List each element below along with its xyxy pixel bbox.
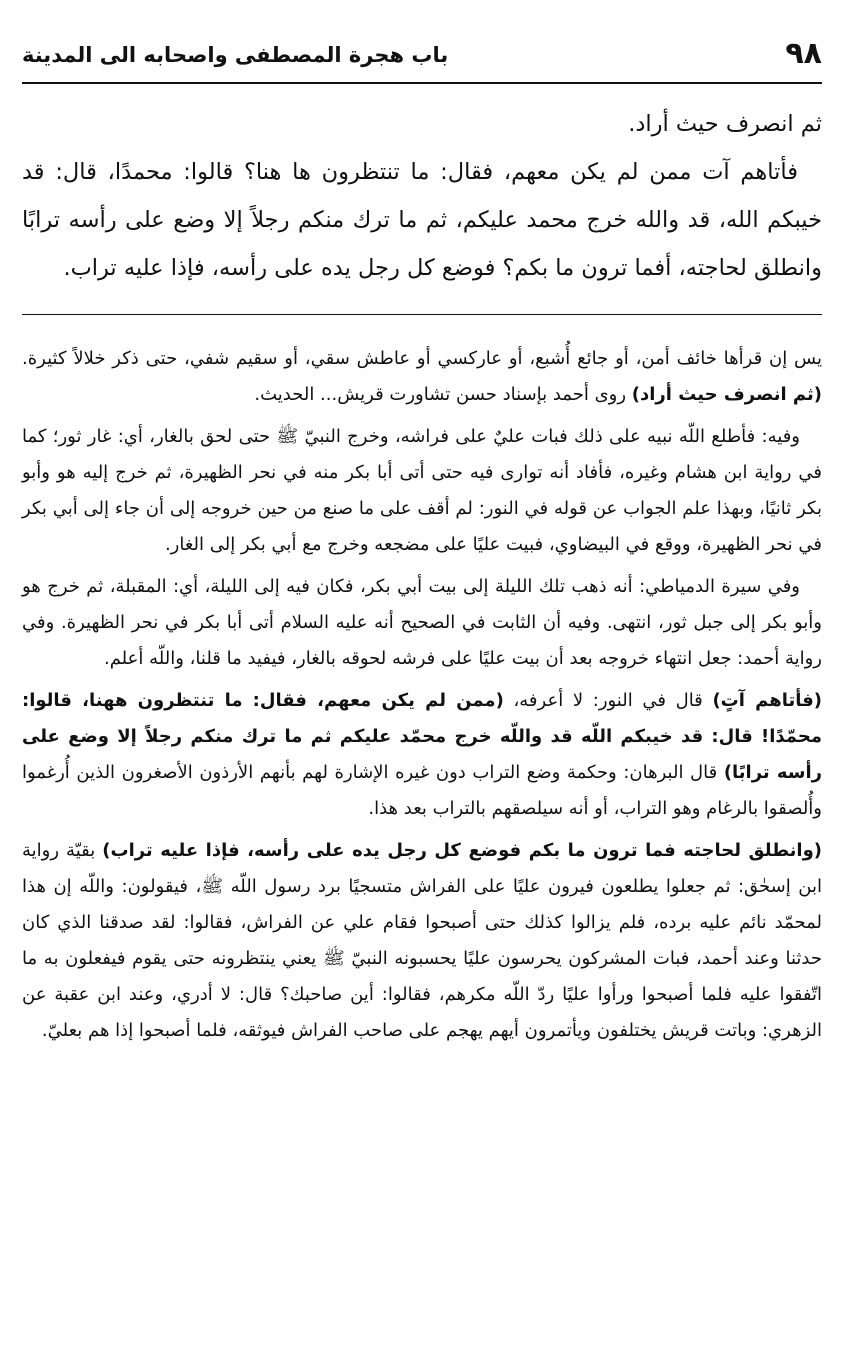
commentary-text: قال البرهان: وحكمة وضع التراب دون غيره الإشارة لهم بأنهم الأرذون الأصغرون الذين أُرغموا وأُلصقوا بالرغام وهو التراب، أو أنه سيلصقهم بالتراب بعد هذا. [22, 762, 822, 819]
quoted-matn: (ممن لم يكن معهم، فقال: ما تنتظرون ههنا، قالوا: محمّدًا! قال: قد خيبكم اللّه قد واللّه خرج محمّد عليكم ثم ما ترك منكم رجلاً إلا وضع على رأسه ترابًا) [22, 690, 822, 783]
commentary-text: بقيّة رواية ابن إسحٰق: ثم جعلوا يطلعون فيرون عليًا على الفراش متسجيًا برد رسول اللّه ﷺ، فيقولون: واللّه إن هذا لمحمّد نائم عليه برده، فلم يزالوا كذلك حتى أصبحوا فقام علي عن الفراش، فقالوا: لقد صدقنا الذي كان حدثنا وعند أحمد، فبات المشركون يحرسون عليًا يحسبونه النبيّ ﷺ يعني ينتظرونه حتى يقوم فيفعلون به ما اتّفقوا عليه فلما أصبحوا ورأوا عليًا ردّ اللّه مكرهم، فقالوا: أين صاحبك؟ قال: لا أدري، وعند ابن عقبة عن الزهري: وباتت قريش يختلفون ويأتمرون أيهم يهجم على صاحب الفراش فيوثقه، فلما أصبحوا إذا هم بعليّ. [22, 840, 822, 1041]
commentary-text: روى أحمد بإسناد حسن تشاورت قريش... الحديث. [254, 384, 627, 405]
main-text-paragraph: فأتاهم آت ممن لم يكن معهم، فقال: ما تنتظرون ها هنا؟ قالوا: محمدًا، قال: قد خيبكم الله، قد والله خرج محمد عليكم، ثم ما ترك منكم رجلاً إلا وضع على رأسه ترابًا وانطلق لحاجته، أفما ترون ما بكم؟ فوضع كل رجل يده على رأسه، فإذا عليه تراب. [22, 159, 822, 281]
commentary-paragraph: وفي سيرة الدمياطي: أنه ذهب تلك الليلة إلى بيت أبي بكر، فكان فيه إلى الليلة، أي: المقبلة، ثم خرج هو وأبو بكر إلى جبل ثور، انتهى. وفيه أن الثابت في الصحيح أنه عليه السلام أتى أبا بكر في نحر الظهيرة. وفي رواية أحمد: جعل انتهاء خروجه بعد أن بيت عليًا على فرشه لحوقه بالغار، فيفيد ما قلنا، واللّه أعلم. [22, 576, 822, 669]
quoted-matn: (وانطلق لحاجته فما ترون ما بكم فوضع كل رجل يده على رأسه، فإذا عليه تراب) [102, 840, 822, 861]
main-text-line: ثم انصرف حيث أراد. [628, 111, 822, 137]
main-text [22, 100, 822, 292]
commentary-text: يس إن قرأها خائف أمن، أو جائع أُشبع، أو عاركسي أو عاطش سقي، أو سقيم شفي، حتى ذكر خلالاً كثيرة. [22, 348, 822, 369]
quoted-matn: (فأتاهم آتٍ) [712, 690, 823, 711]
commentary [22, 341, 822, 1049]
commentary-paragraph [22, 833, 822, 1049]
commentary-paragraph [22, 683, 822, 827]
page-number: ٩٨ [785, 36, 822, 71]
running-title: باب هجرة المصطفى واصحابه الى المدينة [22, 43, 449, 67]
quoted-matn: (ثم انصرف حيث أراد) [631, 384, 822, 405]
commentary-text: قال في النور: لا أعرفه، [513, 690, 703, 711]
section-divider [22, 314, 822, 315]
book-page [22, 30, 822, 1330]
commentary-paragraph: وفيه: فأطلع اللّه نبيه على ذلك فبات عليٌ على فراشه، وخرج النبيّ ﷺ حتى لحق بالغار، أي: غار ثور؛ كما في رواية ابن هشام وغيره، فأفاد أنه توارى فيه حتى أتى أبا بكر منه في نحر الظهيرة، ثم خرج إليه هو وأبو بكر ثانيًا، وبهذا علم الجواب عن قوله في النور: لم أقف على ما صنع من حين خروجه إلى أن جاء إلى أبي بكر في نحر الظهيرة، ووقع في البيضاوي، فبيت عليًا على مضجعه وخرج مع أبي بكر إلى الغار. [22, 426, 822, 555]
commentary-paragraph [22, 341, 822, 413]
page-header [22, 30, 822, 84]
